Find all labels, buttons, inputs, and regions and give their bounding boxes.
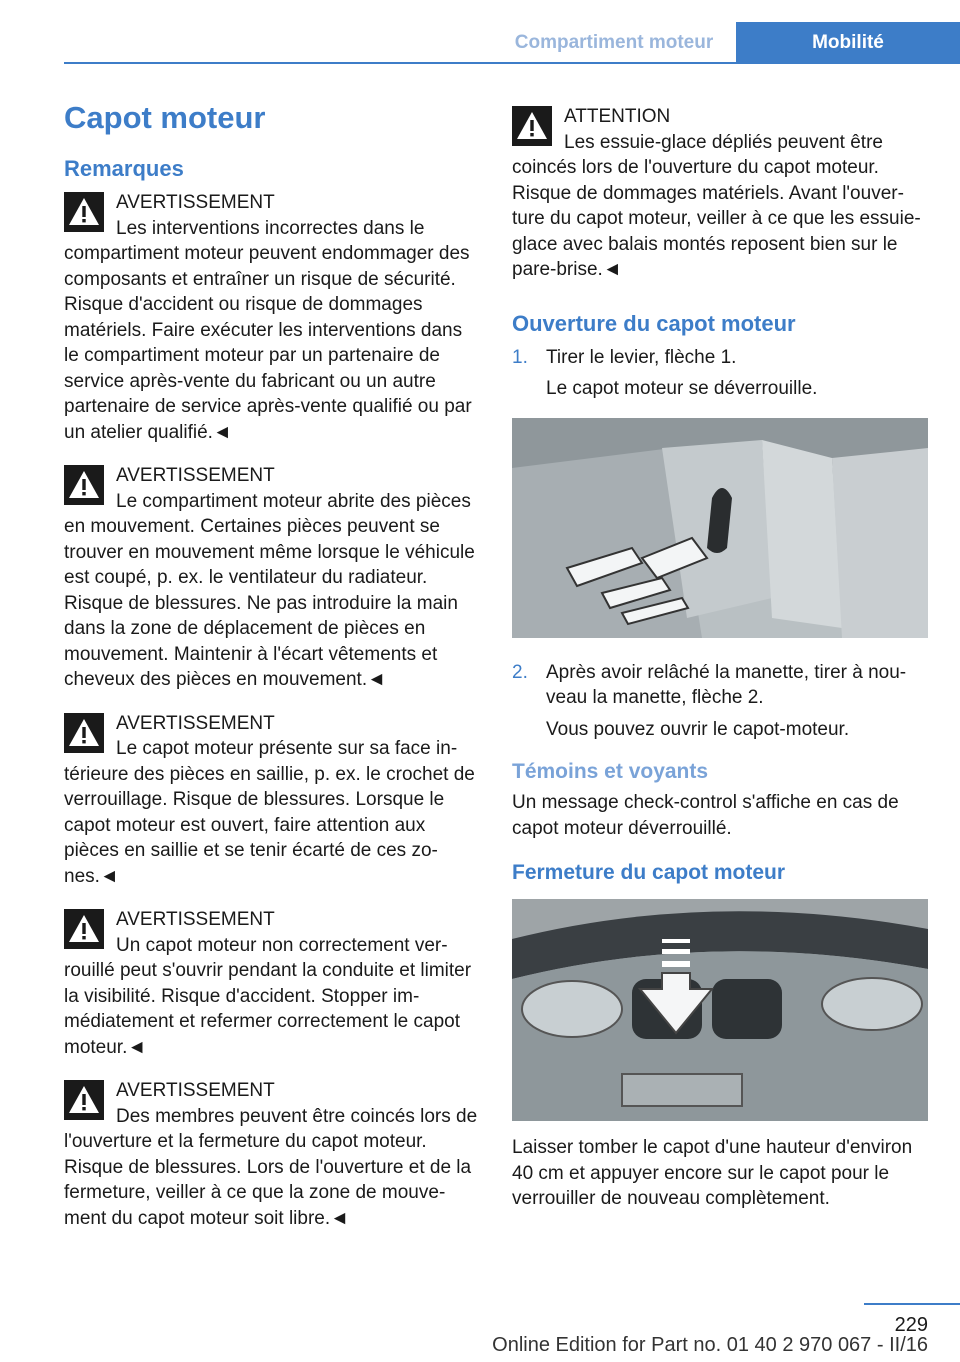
- attention-block: [512, 104, 928, 283]
- hood-closing-image: [512, 899, 928, 1121]
- warning-label: AVERTISSEMENT: [116, 909, 275, 930]
- step-1: [512, 345, 928, 402]
- warning-text: Les interventions incorrectes dans le compartiment moteur peuvent endommager des composants et entraîner un risque de sécurité. Risque d'accident ou risque de dommages matériels. Faire exécuter les interventions dans le compartiment moteur par un partenaire de service après-vente du fabricant ou un autre partenaire de service après-vente qualifié ou par un atelier qualifié.◄: [64, 217, 472, 443]
- hood-lever-image: [512, 418, 928, 638]
- warning-label: AVERTISSEMENT: [116, 465, 275, 486]
- warning-triangle-icon: [64, 192, 104, 232]
- section-fermeture: Fermeture du capot moteur: [512, 861, 786, 884]
- closing-text: Laisser tomber le capot d'une hauteur d'environ 40 cm et appuyer encore sur le capot pour le verrouiller de nouveau complètement.: [512, 1137, 913, 1209]
- header-section: Compartiment moteur: [514, 32, 714, 53]
- edition-text: Online Edition for Part no. 01 40 2 970 067 - II/16: [492, 1334, 928, 1356]
- step-subtext: Vous pouvez ouvrir le capot-moteur.: [546, 718, 850, 740]
- warning-block: [64, 463, 480, 693]
- step-2: [512, 660, 928, 743]
- warning-block: [64, 1078, 480, 1231]
- section-ouverture: Ouverture du capot moteur: [512, 310, 796, 336]
- header-tab-mobilite[interactable]: Mobilité: [736, 22, 960, 62]
- warning-triangle-icon: [64, 1080, 104, 1120]
- step-text: Tirer le levier, flèche 1.: [546, 346, 737, 368]
- right-column: [512, 104, 928, 1212]
- hood-lever-illustration: [512, 418, 928, 638]
- warning-text: Le compartiment moteur abrite des pièces en mouvement. Certaines pièces peuvent se trouver en mouvement même lorsque le véhicule est coupé, p. ex. le ventilateur du radiateur. Risque de blessures. Ne pas introduire la main dans la zone de déplacement de pièces en mouvement. Maintenir à l'écart vêtements et cheveux des pièces en mouvement.◄: [64, 490, 475, 690]
- warning-text: Un capot moteur non correctement verrouillé peut s'ouvrir pendant la conduite et limiter la visibilité. Risque d'accident. Stopper immédiatement et refermer correctement le capot moteur.◄: [64, 934, 472, 1058]
- attention-label: ATTENTION: [564, 106, 671, 127]
- warning-block: [64, 190, 480, 445]
- warning-block: [64, 907, 480, 1060]
- left-column: [64, 96, 480, 1249]
- warning-label: AVERTISSEMENT: [116, 192, 275, 213]
- header-rule: [64, 62, 960, 64]
- page-title: Capot moteur: [64, 100, 266, 135]
- warning-label: AVERTISSEMENT: [116, 712, 275, 734]
- warning-triangle-icon: [64, 713, 104, 753]
- warning-text: Des membres peuvent être coincés lors de l'ouverture et la fermeture du capot moteur. Risque de blessures. Lors de l'ouverture et de la fermeture, veiller à ce que la zone de mouvement du capot moteur soit libre.◄: [64, 1105, 478, 1229]
- step-number: 1.: [512, 346, 528, 368]
- footer-rule: [864, 1303, 960, 1305]
- warning-triangle-icon: [512, 106, 552, 146]
- warning-label: AVERTISSEMENT: [116, 1080, 275, 1101]
- step-number: 2.: [512, 661, 528, 683]
- warning-triangle-icon: [64, 909, 104, 949]
- step-text: Après avoir relâché la manette, tirer à nouveau la manette, flèche 2.: [546, 661, 907, 708]
- car-front-illustration: [512, 899, 928, 1121]
- warning-triangle-icon: [64, 465, 104, 505]
- section-temoins: Témoins et voyants: [512, 760, 709, 783]
- section-remarques: Remarques: [64, 156, 184, 181]
- warning-text: Le capot moteur présente sur sa face intérieure des pièces en saillie, p. ex. le crochet de verrouillage. Risque de blessures. Lorsque le capot moteur est ouvert, faire attention aux pièces en saillie et se tenir écarté de ces zones.◄: [64, 738, 475, 887]
- warning-block: [64, 711, 480, 890]
- step-subtext: Le capot moteur se déverrouille.: [546, 378, 818, 399]
- indicators-text: Un message check-control s'affiche en cas de capot moteur déverrouillé.: [512, 792, 899, 839]
- page-number: 229: [894, 1314, 928, 1336]
- attention-text: Les essuie-glace dépliés peuvent être coincés lors de l'ouverture du capot moteur. Risque de dommages matériels. Avant l'ouverture du capot moteur, veiller à ce que les essuie-glace avec balais montés reposent bien sur le pare-brise.◄: [512, 131, 921, 280]
